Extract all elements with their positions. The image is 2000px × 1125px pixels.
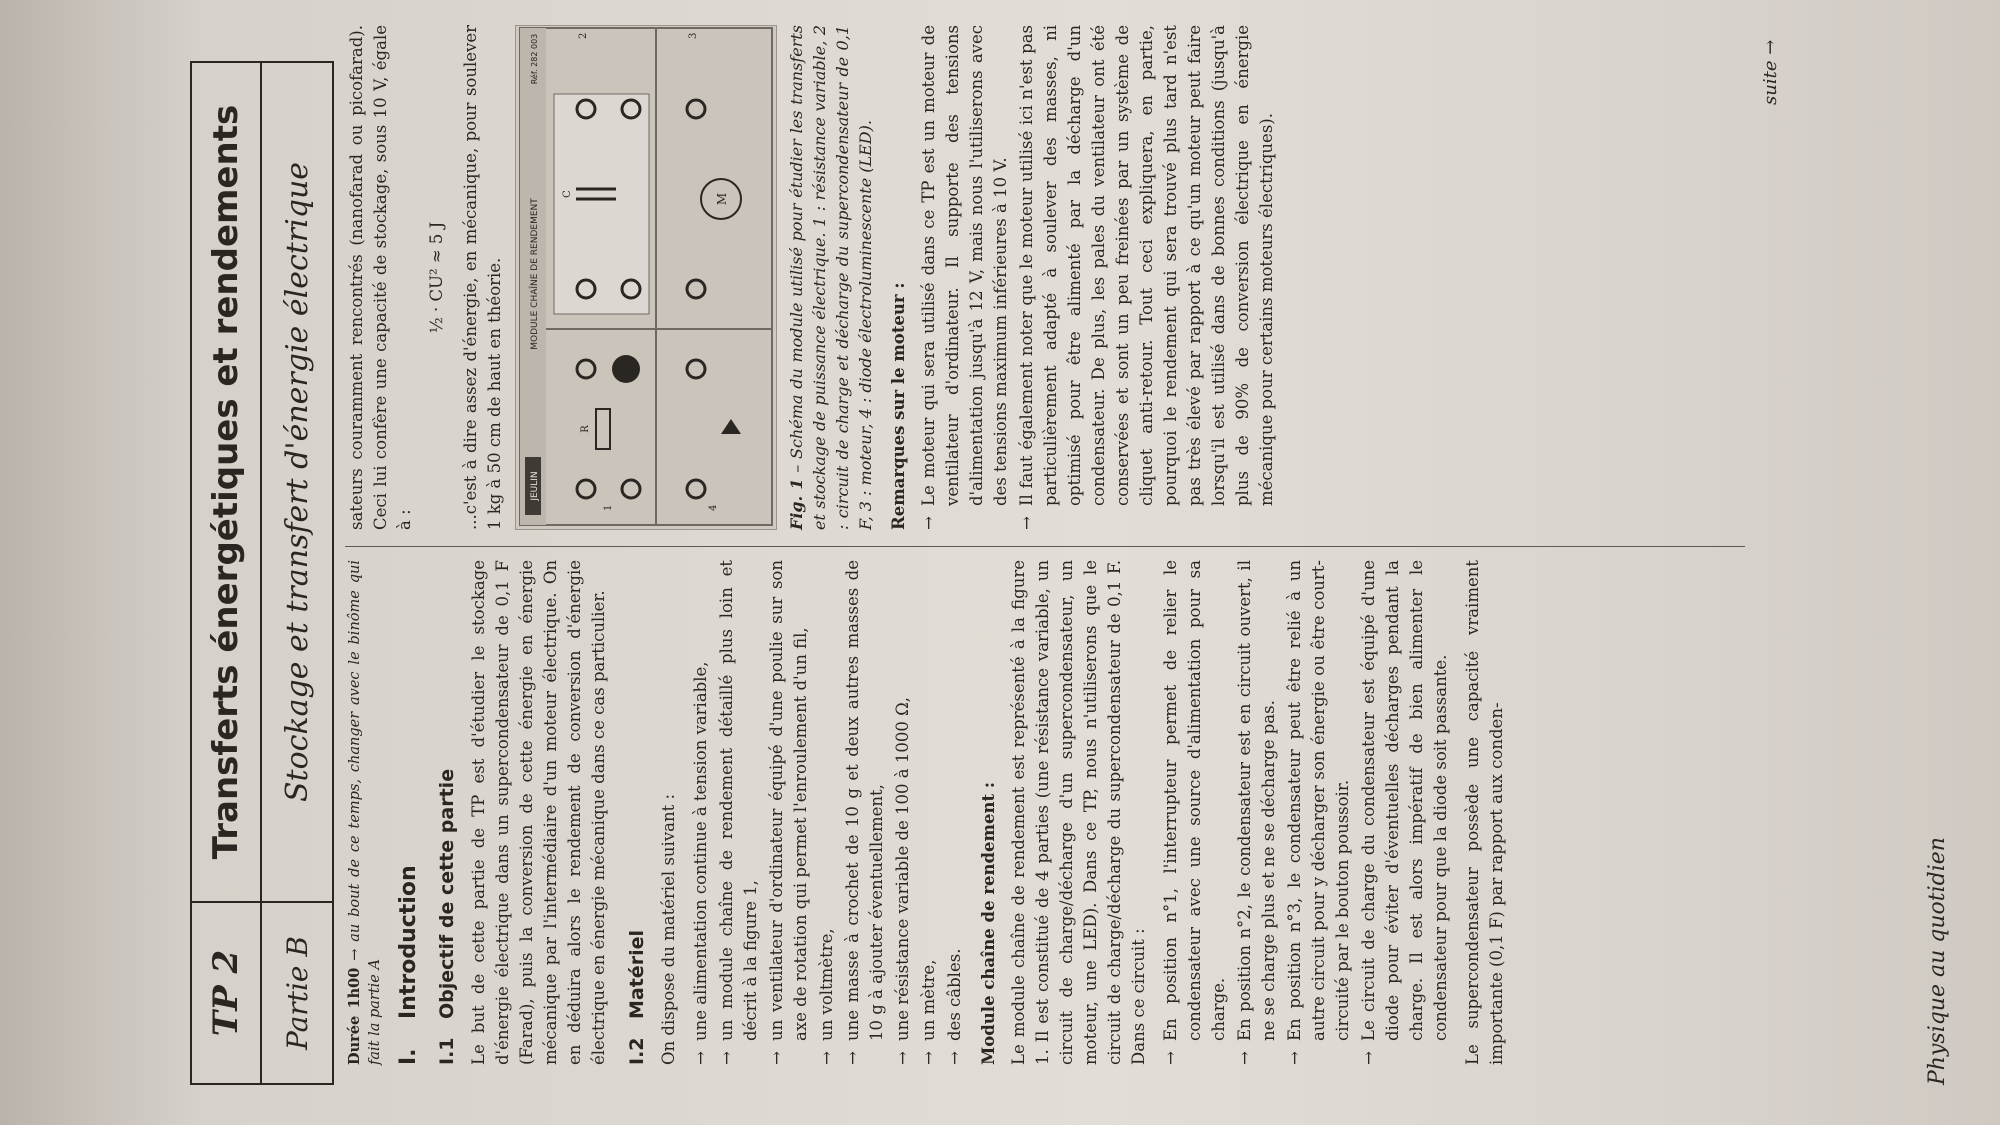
- left-column: [345, 560, 1517, 1065]
- arrow-icon: →: [945, 1051, 964, 1065]
- figure-caption-label: Fig. 1: [787, 478, 806, 530]
- arrow-icon: →: [717, 1051, 736, 1065]
- section-1-heading: [397, 560, 421, 1065]
- duration-label: Durée 1h00: [346, 967, 363, 1065]
- page-subtitle: Stockage et transfert d'énergie électrique: [279, 161, 315, 803]
- arrow-icon: →: [1161, 1051, 1180, 1065]
- energy-paragraph: ...c'est à dire assez d'énergie, en mécanique, pour soulever 1 kg à 50 cm de haut en théorie.: [461, 25, 504, 530]
- page-footer: Physique au quotidien: [1925, 837, 1950, 1085]
- energy-equation: ½ · CU² ≈ 5 J: [427, 221, 446, 334]
- label-4: 4: [708, 504, 719, 511]
- arrow-icon: →: [1285, 1051, 1304, 1065]
- label-1: 1: [603, 504, 614, 511]
- column-separator: [345, 546, 1745, 547]
- module-tail: Le supercondensateur possède une capacité vraiment importante (0,1 F) par rapport aux conden-: [1463, 560, 1506, 1065]
- module-diagram: [516, 24, 776, 529]
- arrow-icon: →: [843, 1051, 862, 1065]
- list-item: [917, 560, 941, 1065]
- header-table: [190, 61, 334, 1085]
- list-item-text: un module chaîne de rendement détaillé plus loin et décrit à la figure 1,: [717, 560, 760, 1041]
- knob: [612, 355, 640, 383]
- list-item-text: une résistance variable de 100 à 1000 Ω,: [893, 696, 912, 1041]
- arrow-icon: →: [1017, 516, 1036, 530]
- capacitor-label: C: [562, 190, 573, 198]
- list-item: [1357, 560, 1453, 1065]
- module-ref: Réf. 282 003: [530, 33, 539, 85]
- list-item-text: En position n°1, l'interrupteur permet de relier le condensateur avec une source d'alimentation pour sa charge.: [1161, 560, 1228, 1041]
- section-number: I.: [396, 1048, 421, 1065]
- remarks-heading: Remarques sur le moteur :: [889, 282, 908, 530]
- list-item-text: un ventilateur d'ordinateur équipé d'une poulie sur son axe de rotation qui permet l'enroulement d'un fil,: [767, 560, 810, 1041]
- arrow-icon: →: [1235, 1051, 1254, 1065]
- list-item: [841, 560, 889, 1065]
- objective-paragraph: Le but de cette partie de TP est d'étudier le stockage d'énergie électrique dans un supercondensateur de 0,1 F (Farad), puis la conversion de cette énergie en énergie mécanique par l'intermédiaire d'un moteur électrique. On en déduira alors le rendement de conversion d'énergie électrique en énergie mécanique dans ce cas particulier.: [469, 560, 608, 1065]
- section-number: I.2: [626, 1037, 648, 1065]
- arrow-icon: →: [893, 1051, 912, 1065]
- list-item-text: En position n°2, le condensateur est en circuit ouvert, il ne se charge plus et ne se décharge pas.: [1235, 560, 1278, 1041]
- arrow-icon: →: [919, 516, 938, 530]
- list-item-text: Il faut également noter que le moteur utilisé ici n'est pas particulièrement adapté à soulever des masses, ni optimisé pour être alimenté par la décharge d'un condensateur. De plus, les pales du ventilateur ont été conservées et sont un peu freinées par un système de cliquet anti-retour. Tout ceci expliquera, en partie, pourquoi le rendement qui sera trouvé plus tard n'est pas très élevé par rapport à ce qu'un moteur peut faire lorsqu'il est utilisé dans de bonnes conditions (jusqu'à plus de 90% de conversion électrique en énergie mécanique pour certains moteurs électriques).: [1017, 25, 1276, 506]
- arrow-icon: →: [817, 1051, 836, 1065]
- motor-label: M: [715, 192, 729, 206]
- tp-number: TP 2: [192, 901, 262, 1083]
- materiel-intro: On dispose du matériel suivant :: [659, 793, 678, 1065]
- list-item: [689, 560, 713, 1065]
- arrow-icon: →: [691, 1051, 710, 1065]
- materiel-list: [689, 560, 967, 1065]
- resistor-label: R: [580, 425, 591, 433]
- list-item: [891, 560, 915, 1065]
- list-item: [917, 25, 1013, 530]
- arrow-icon: →: [1359, 1051, 1378, 1065]
- page-title: Transferts énergétiques et rendements: [192, 63, 262, 901]
- label-2: 2: [578, 32, 589, 39]
- list-item-text: une masse à crochet de 10 g et deux autres masses de 10 g à ajouter éventuellement,: [843, 560, 886, 1041]
- section-title: Matériel: [626, 930, 648, 1019]
- label-3: 3: [688, 32, 699, 39]
- partie-label: Partie B: [262, 901, 332, 1083]
- list-item: [943, 560, 967, 1065]
- continue-note: suite →: [1760, 39, 1781, 105]
- module-title: MODULE CHAÎNE DE RENDEMENT: [530, 198, 540, 350]
- list-item: [1283, 560, 1355, 1065]
- arrow-icon: →: [919, 1051, 938, 1065]
- section-1-1-heading: [435, 560, 459, 1065]
- list-item-text: une alimentation continue à tension variable,: [691, 661, 710, 1041]
- list-item: [715, 560, 763, 1065]
- list-item: [1159, 560, 1231, 1065]
- list-item: [815, 560, 839, 1065]
- section-title: Introduction: [396, 865, 421, 1019]
- duration-text: → au bout de ce temps, changer avec le binôme qui fait la partie A: [347, 560, 383, 1065]
- list-item-text: des câbles.: [945, 948, 964, 1041]
- remarks-list: [917, 25, 1279, 530]
- list-item-text: Le circuit de charge du condensateur est équipé d'une diode pour éviter d'éventuelles décharges pendant la charge. Il est alors impératif de bien alimenter le condensateur pour que la diode soit passante.: [1359, 560, 1450, 1041]
- brand-label: JEULIN: [530, 471, 540, 501]
- right-column: [345, 25, 1287, 530]
- figure-caption-text: – Schéma du module utilisé pour étudier les transferts et stockage de puissance électrique. 1 : résistance variable, 2 : circuit de charge et décharge du supercondensateur de 0,1 F, 3 : moteur, 4 : diode électroluminescente (LED).: [787, 24, 875, 530]
- module-paragraph: Le module chaîne de rendement est représenté à la figure 1. Il est constitué de 4 parties (une résistance variable, un circuit de charge/décharge d'un supercondensateur, un moteur, une LED). Dans ce TP, nous n'utiliserons que le circuit de charge/décharge du supercondensateur de 0,1 F. Dans ce circuit :: [1009, 560, 1148, 1065]
- list-item: [765, 560, 813, 1065]
- module-heading: Module chaîne de rendement :: [979, 782, 998, 1065]
- figure-caption: [785, 25, 877, 530]
- list-item-text: un mètre,: [919, 959, 938, 1041]
- list-item-text: Le moteur qui sera utilisé dans ce TP est un moteur de ventilateur d'ordinateur. Il supporte des tensions d'alimentation jusqu'à 12 V, mais nous l'utiliserons avec des tensions maximum inférieures à 10 V.: [919, 25, 1010, 506]
- duration-note: [345, 560, 385, 1065]
- list-item-text: En position n°3, le condensateur peut être relié à un autre circuit pour y décharger son énergie ou être court-circuité par le bouton poussoir.: [1285, 560, 1352, 1041]
- module-list: [1159, 560, 1453, 1065]
- list-item-text: un voltmètre,: [817, 928, 836, 1041]
- list-item: [1015, 25, 1279, 530]
- arrow-icon: →: [767, 1051, 786, 1065]
- section-1-2-heading: [625, 560, 649, 1065]
- section-number: I.1: [436, 1037, 458, 1065]
- section-title: Objectif de cette partie: [436, 768, 458, 1019]
- figure-1: [515, 25, 777, 530]
- list-item: [1233, 560, 1281, 1065]
- capacity-paragraph: sateurs couramment rencontrés (nanofarad ou picofarad). Ceci lui confère une capacité de stockage, sous 10 V, égale à :: [347, 25, 414, 530]
